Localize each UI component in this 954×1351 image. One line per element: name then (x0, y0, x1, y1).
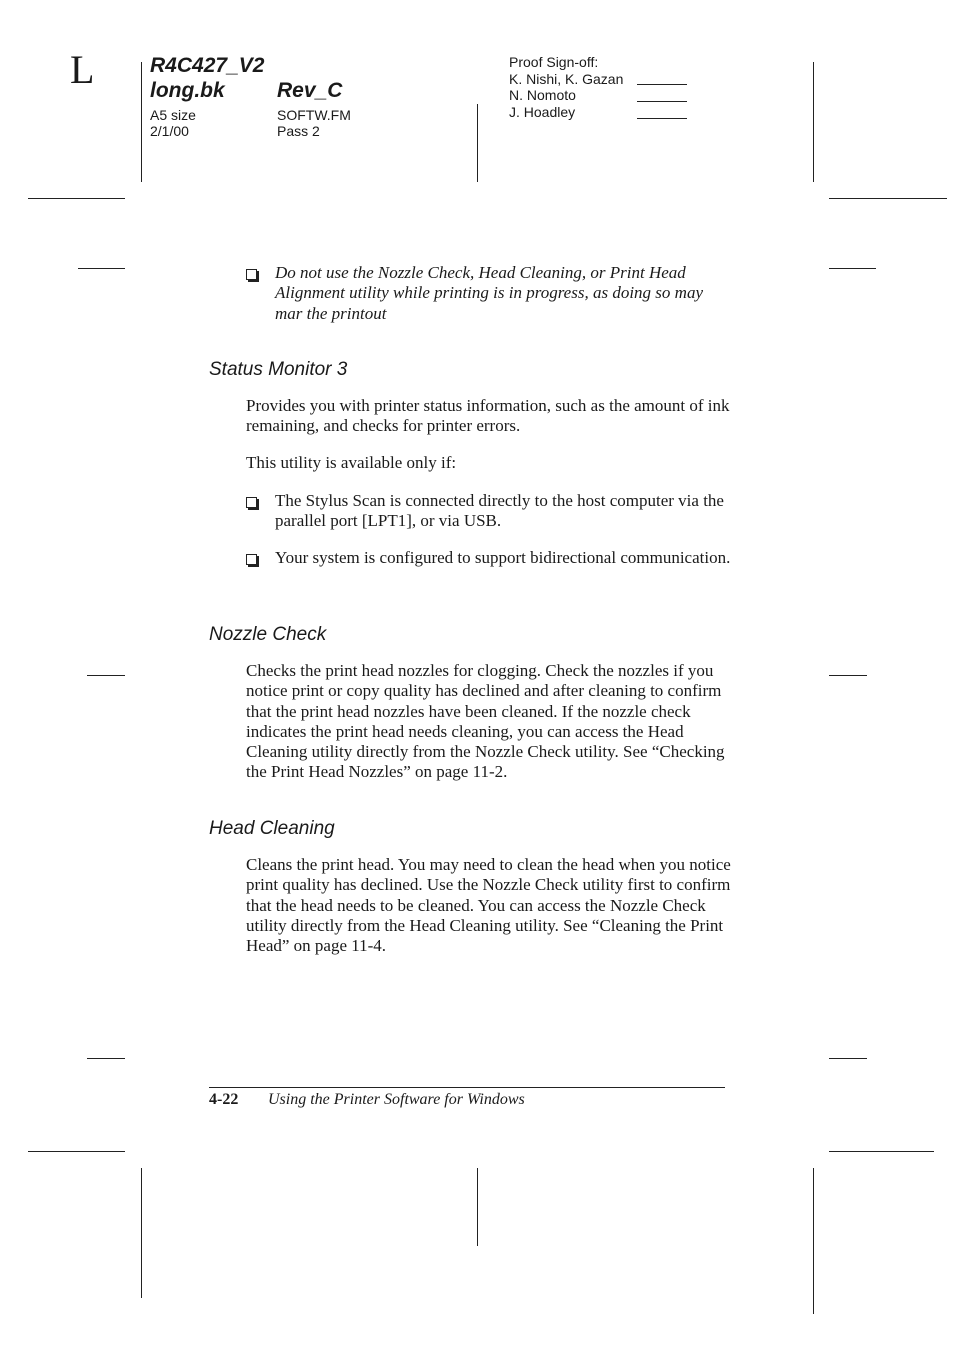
revision: Rev_C (277, 79, 343, 102)
signoff-line (637, 118, 687, 119)
crop-mark (141, 1168, 142, 1298)
signoff-name: N. Nomoto (509, 87, 576, 103)
section-heading-nozzle-check: Nozzle Check (209, 624, 327, 645)
page-number: 4-22 (209, 1091, 239, 1108)
header-date: 2/1/00 (150, 123, 189, 139)
crop-mark (829, 1151, 934, 1152)
crop-mark (829, 675, 867, 676)
pass-number: Pass 2 (277, 123, 320, 139)
signoff-title: Proof Sign-off: (509, 54, 599, 70)
crop-mark (87, 675, 125, 676)
checkbox-bullet-icon (246, 265, 264, 285)
crop-mark (829, 198, 947, 199)
checkbox-bullet-icon (246, 550, 264, 570)
crop-mark (78, 268, 125, 269)
caution-note: Do not use the Nozzle Check, Head Cleaning, or Print Head Alignment utility while printing is in progress, as doing so may mar the printout (275, 263, 703, 323)
crop-mark (813, 62, 814, 182)
checkbox-bullet-icon (246, 493, 264, 513)
crop-mark (87, 1058, 125, 1059)
crop-mark (829, 1058, 867, 1059)
chapter-title: Using the Printer Software for Windows (268, 1091, 525, 1108)
crop-mark (28, 198, 125, 199)
nozzle-check-description: Checks the print head nozzles for clogging. Check the nozzles if you notice print or copy quality has declined and after cleaning to confirm that the print head nozzles have been cleaned. If the nozzle check indicates the print head needs cleaning, you can access the Head Cleaning utility directly from the Nozzle Check utility. See “Checking the Print Head Nozzles” on page 11-2. (246, 661, 725, 782)
crop-mark (829, 268, 876, 269)
section-heading-head-cleaning: Head Cleaning (209, 818, 335, 839)
page-size: A5 size (150, 107, 196, 123)
file-name: SOFTW.FM (277, 107, 351, 123)
signoff-name: K. Nishi, K. Gazan (509, 71, 624, 87)
head-cleaning-description: Cleans the print head. You may need to clean the head when you notice print quality has declined. Use the Nozzle Check utility first to confirm that the head needs to be cleaned. You can access the Nozzle Check utility directly from the Head Cleaning utility. See “Cleaning the Print Head” on page 11-4. (246, 855, 731, 956)
availability-intro: This utility is available only if: (246, 453, 457, 472)
crop-mark (28, 1151, 125, 1152)
crop-mark (477, 104, 478, 182)
book-name: long.bk (150, 79, 225, 102)
list-item: The Stylus Scan is connected directly to the host computer via the parallel port [LPT1], or via USB. (275, 491, 724, 531)
crop-mark (141, 62, 142, 182)
document-code: R4C427_V2 (150, 54, 265, 77)
section-heading-status-monitor: Status Monitor 3 (209, 359, 348, 380)
crop-mark (477, 1168, 478, 1246)
footer-rule (209, 1087, 725, 1088)
status-monitor-description: Provides you with printer status information, such as the amount of ink remaining, and checks for printer errors. (246, 396, 730, 436)
list-item: Your system is configured to support bidirectional communication. (275, 548, 731, 567)
signoff-line (637, 101, 687, 102)
signoff-name: J. Hoadley (509, 104, 576, 120)
signoff-line (637, 84, 687, 85)
crop-mark (813, 1168, 814, 1314)
corner-letter: L (70, 47, 95, 92)
